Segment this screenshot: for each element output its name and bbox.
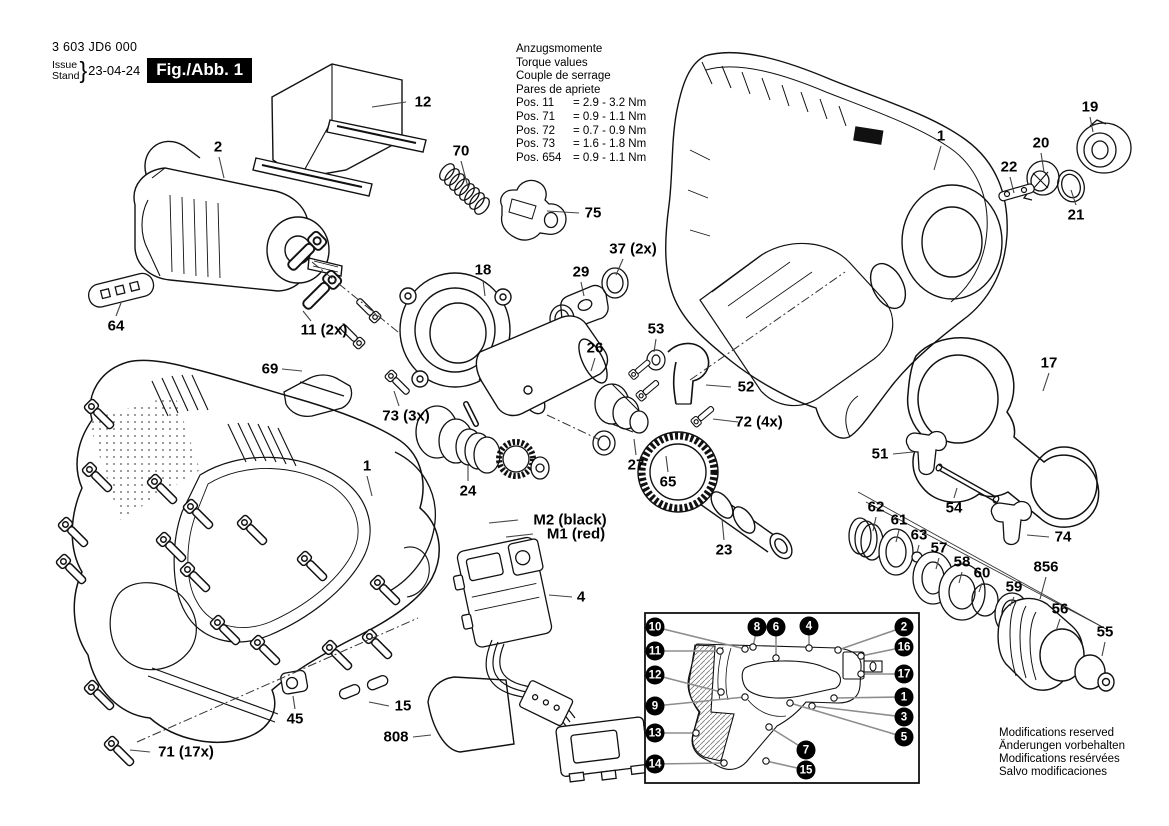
part-label-27-21: 27 (627, 456, 645, 474)
part-label-53-15: 53 (647, 320, 665, 338)
hammer-shaft-23 (638, 432, 796, 563)
inset-callout-6: 6 (767, 618, 786, 637)
modifications-note (999, 727, 1125, 779)
part-label-11-2x-13: 11 (2x) (300, 321, 348, 339)
ring-65 (593, 431, 615, 455)
inset-screw-dot-5 (787, 700, 793, 706)
inset-callout-16: 16 (895, 638, 914, 657)
torque-title-line: Torque values (516, 56, 588, 69)
part-label-73-3x-19: 73 (3x) (382, 407, 430, 425)
torque-title-line: Couple de serrage (516, 70, 611, 83)
torque-values-panel (516, 43, 646, 165)
inset-callout-10: 10 (646, 618, 665, 637)
issue-label: Issue (52, 58, 78, 71)
part-label-71-17x-45: 71 (17x) (158, 743, 214, 761)
brace-glyph: } (79, 57, 88, 83)
torque-value: = 0.9 - 1.1 Nm (573, 151, 647, 164)
part-label-54-34: 54 (945, 499, 963, 517)
inset-callout-13: 13 (646, 724, 665, 743)
inset-callout-1: 1 (895, 688, 914, 707)
inset-screw-dot-7 (766, 724, 772, 730)
part-label-808-44: 808 (383, 728, 409, 746)
pin-54 (935, 463, 1000, 504)
inset-callout-17: 17 (895, 665, 914, 684)
screws-73 (338, 296, 412, 397)
inset-screw-dot-1 (831, 695, 837, 701)
inset-callout-3: 3 (895, 708, 914, 727)
nut-45 (280, 670, 308, 695)
inset-callout-12: 12 (646, 666, 665, 685)
torque-pos: Pos. 654 (516, 151, 562, 164)
torque-pos: Pos. 73 (516, 138, 555, 151)
torque-pos: Pos. 72 (516, 124, 555, 137)
spring (437, 161, 492, 217)
part-label-45-42: 45 (286, 710, 304, 728)
part-label-74-35: 74 (1054, 528, 1072, 546)
torque-value: = 0.7 - 0.9 Nm (573, 124, 647, 137)
part-label-1-4: 1 (936, 127, 946, 145)
clip-74 (991, 502, 1031, 545)
torque-value: = 0.9 - 1.1 Nm (573, 110, 647, 123)
inset-callout-4: 4 (800, 617, 819, 636)
inset-screw-dot-10 (742, 646, 748, 652)
wire-52 (668, 343, 709, 404)
torque-value: = 1.6 - 1.8 Nm (573, 138, 647, 151)
inset-callout-15: 15 (797, 761, 816, 780)
part-label-60-32: 60 (973, 564, 991, 582)
torque-row (516, 138, 646, 152)
figure-label: Fig./Abb. 1 (147, 58, 252, 83)
clutch-24 (416, 404, 549, 479)
inset-callout-7: 7 (797, 741, 816, 760)
part-label-12-0: 12 (414, 93, 432, 111)
part-label-18-11: 18 (474, 261, 492, 279)
part-number: 3 603 JD6 000 (52, 40, 138, 54)
inset-screw-dot-2 (835, 647, 841, 653)
inset-screw-dot-14 (721, 760, 727, 766)
part-label-56-37: 56 (1051, 600, 1069, 618)
torque-title-line: Pares de apriete (516, 83, 601, 96)
sheet-808 (428, 677, 514, 752)
inset-callout-14: 14 (646, 755, 665, 774)
part-label-62-27: 62 (867, 498, 885, 516)
inset-screw-dot-9 (742, 694, 748, 700)
part-label-M2-black-39: M2 (black) (533, 511, 607, 529)
housing-right-half (666, 53, 1007, 438)
clip-51 (906, 432, 946, 475)
part-label-64-12: 64 (107, 317, 125, 335)
part-label-856-36: 856 (1033, 558, 1059, 576)
inset-screw-dot-11 (717, 648, 723, 654)
part-label-23-25: 23 (715, 541, 733, 559)
part-label-2-1: 2 (213, 138, 223, 156)
inset-callout-11: 11 (646, 642, 665, 661)
disc-53 (647, 350, 665, 370)
issue-date: 23-04-24 (88, 63, 141, 78)
torque-pos: Pos. 71 (516, 110, 555, 123)
part-label-58-31: 58 (953, 553, 971, 571)
part-label-17-18: 17 (1040, 354, 1058, 372)
torque-value: = 2.9 - 3.2 Nm (573, 97, 647, 110)
part-label-37-2x-9: 37 (2x) (609, 240, 657, 258)
part-label-55-38: 55 (1096, 623, 1114, 641)
cap-19 (1077, 120, 1131, 173)
torque-pos: Pos. 11 (516, 97, 555, 110)
part-label-70-2: 70 (452, 142, 470, 160)
part-label-69-16: 69 (261, 360, 279, 378)
modification-note-line: Salvo modificaciones (999, 766, 1108, 778)
inset-callout-8: 8 (748, 618, 767, 637)
torque-title-line: Anzugsmomente (516, 43, 603, 55)
chuck-cone (998, 598, 1114, 691)
stand-label: Stand (52, 69, 80, 82)
inset-callout-2: 2 (895, 618, 914, 637)
bracket-12 (253, 64, 426, 196)
part-label-1-24: 1 (362, 457, 372, 475)
inset-screw-dot-17 (858, 671, 864, 677)
part-label-61-28: 61 (890, 511, 908, 529)
inset-screw-dot-8 (750, 644, 756, 650)
torque-row (516, 125, 646, 139)
inset-callout-5: 5 (895, 728, 914, 747)
part-label-63-29: 63 (910, 526, 928, 544)
part-label-75-3: 75 (584, 204, 602, 222)
pins-15 (338, 674, 389, 700)
part-label-4-41: 4 (576, 588, 586, 606)
part-label-72-4x-20: 72 (4x) (735, 413, 783, 431)
part-label-19-5: 19 (1081, 98, 1099, 116)
inset-callout-9: 9 (646, 697, 665, 716)
part-label-57-30: 57 (930, 539, 948, 557)
part-label-65-22: 65 (659, 473, 677, 491)
part-label-15-43: 15 (394, 697, 412, 715)
part-label-59-33: 59 (1005, 578, 1023, 596)
inset-screw-dot-16 (858, 653, 864, 659)
inset-screw-dot-15 (763, 758, 769, 764)
torque-row (516, 111, 646, 125)
part-label-51-26: 51 (871, 445, 889, 463)
part-label-M1-red-40: M1 (red) (546, 525, 606, 543)
part-label-20-6: 20 (1032, 134, 1050, 152)
inset-screw-dot-12 (718, 689, 724, 695)
part-label-26-14: 26 (586, 339, 604, 357)
modification-note-line: Änderungen vorbehalten (999, 740, 1125, 752)
torque-row (516, 152, 646, 166)
inset-screw-dot-4 (806, 645, 812, 651)
inset-screw-dot-13 (693, 730, 699, 736)
torque-row (516, 97, 646, 111)
oring-21 (1054, 167, 1089, 205)
assembly-inset-panel (645, 613, 919, 783)
lever (501, 180, 566, 240)
part-label-29-10: 29 (572, 263, 590, 281)
part-label-52-17: 52 (737, 378, 755, 396)
part-label-21-8: 21 (1067, 206, 1085, 224)
modification-note-line: Modifications resérvées (999, 753, 1120, 765)
title-block (52, 40, 252, 84)
inset-screw-dot-6 (773, 655, 779, 661)
modification-note-line: Modifications reserved (999, 727, 1115, 739)
part-label-22-7: 22 (1000, 158, 1018, 176)
cap-69 (284, 375, 352, 416)
knob-20 (1024, 161, 1059, 200)
part-label-24-23: 24 (459, 482, 477, 500)
